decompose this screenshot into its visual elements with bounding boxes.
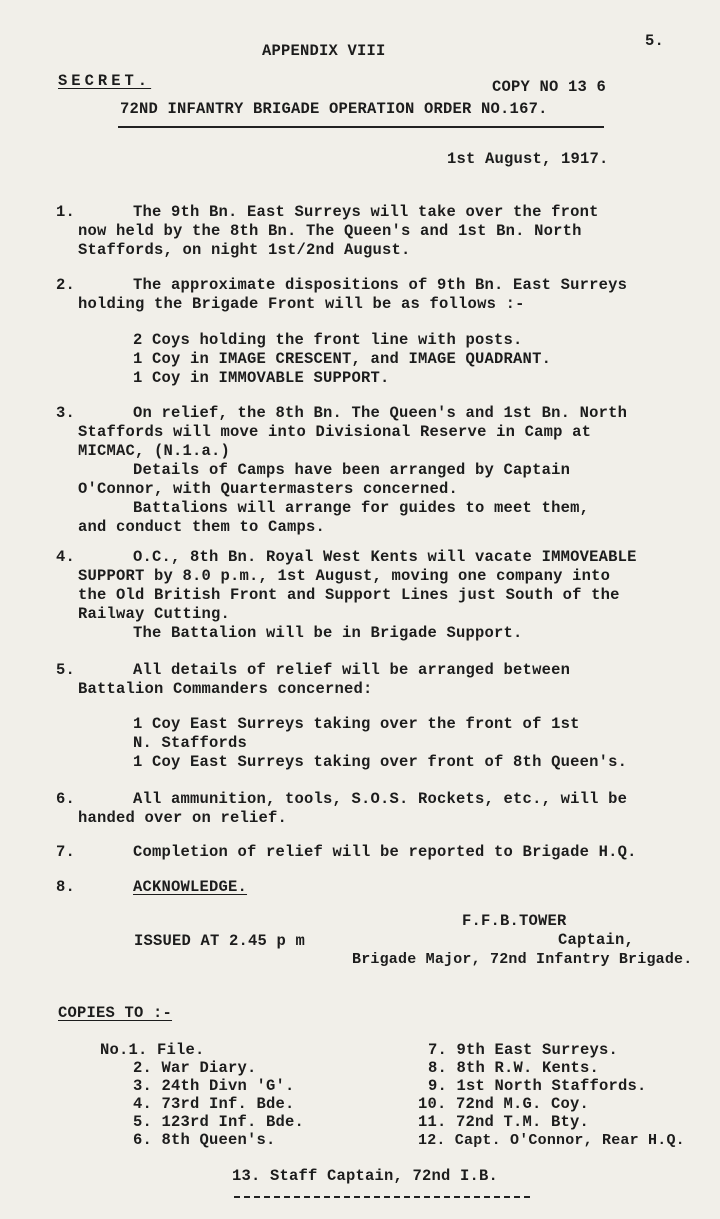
list-item: 12. Capt. O'Connor, Rear H.Q.	[418, 1132, 685, 1149]
paragraph-number: 4.	[56, 548, 76, 566]
paragraph-number: 5.	[56, 661, 76, 679]
secret-label: SECRET.	[58, 72, 152, 90]
list-item: 4. 73rd Inf. Bde.	[133, 1095, 295, 1113]
list-item: 1 Coy in IMMOVABLE SUPPORT.	[133, 369, 390, 387]
paragraph-number: 7.	[56, 843, 76, 861]
paragraph-number: 2.	[56, 276, 76, 294]
order-title: 72ND INFANTRY BRIGADE OPERATION ORDER NO.167.	[120, 100, 548, 118]
paragraph-line: the Old British Front and Support Lines just South of the	[78, 586, 620, 604]
paragraph-line: O.C., 8th Bn. Royal West Kents will vacate IMMOVEABLE	[133, 548, 637, 566]
paragraph-line: The 9th Bn. East Surreys will take over the front	[133, 203, 599, 221]
paragraph-line: MICMAC, (N.1.a.)	[78, 442, 231, 460]
list-item: No.1. File.	[100, 1041, 205, 1059]
page-number: 5.	[645, 32, 665, 50]
final-copy-line: 13. Staff Captain, 72nd I.B.	[232, 1167, 499, 1185]
paragraph-line: SUPPORT by 8.0 p.m., 1st August, moving one company into	[78, 567, 611, 585]
paragraph-line: Staffords will move into Divisional Reserve in Camp at	[78, 423, 592, 441]
paragraph-line: All ammunition, tools, S.O.S. Rockets, etc., will be	[133, 790, 628, 808]
list-item: 6. 8th Queen's.	[133, 1131, 276, 1149]
paragraph-line: now held by the 8th Bn. The Queen's and 1st Bn. North	[78, 222, 582, 240]
list-item: N. Staffords	[133, 734, 248, 752]
copy-number: COPY NO 13 6	[492, 78, 607, 96]
paragraph-line: Completion of relief will be reported to Brigade H.Q.	[133, 843, 637, 861]
paragraph-line: Battalion Commanders concerned:	[78, 680, 373, 698]
list-item: 1 Coy East Surreys taking over the front of 1st	[133, 715, 580, 733]
copies-heading: COPIES TO :-	[58, 1004, 173, 1022]
signatory-name: F.F.B.TOWER	[462, 912, 567, 930]
paragraph-number: 6.	[56, 790, 76, 808]
paragraph-line: On relief, the 8th Bn. The Queen's and 1st Bn. North	[133, 404, 628, 422]
appendix-title: APPENDIX VIII	[262, 42, 386, 60]
paragraph-line: Staffords, on night 1st/2nd August.	[78, 241, 411, 259]
paragraph-line: Details of Camps have been arranged by Captain	[133, 461, 571, 479]
list-item: 7. 9th East Surreys.	[428, 1041, 619, 1059]
order-date: 1st August, 1917.	[447, 150, 609, 168]
list-item: 1 Coy in IMAGE CRESCENT, and IMAGE QUADRANT.	[133, 350, 552, 368]
list-item: 2. War Diary.	[133, 1059, 257, 1077]
list-item: 8. 8th R.W. Kents.	[428, 1059, 600, 1077]
signatory-role: Brigade Major, 72nd Infantry Brigade.	[352, 951, 693, 968]
acknowledge-label: ACKNOWLEDGE.	[133, 878, 248, 896]
paragraph-line: All details of relief will be arranged between	[133, 661, 571, 679]
paragraph-line: The approximate dispositions of 9th Bn. East Surreys	[133, 276, 628, 294]
paragraph-line: The Battalion will be in Brigade Support.	[133, 624, 523, 642]
paragraph-line: Battalions will arrange for guides to meet them,	[133, 499, 590, 517]
paragraph-number: 1.	[56, 203, 76, 221]
issued-time: ISSUED AT 2.45 p m	[134, 932, 306, 950]
signatory-rank: Captain,	[558, 931, 635, 949]
closing-dash-rule	[234, 1196, 530, 1198]
paragraph-line: holding the Brigade Front will be as follows :-	[78, 295, 525, 313]
paragraph-line: Railway Cutting.	[78, 605, 231, 623]
paragraph-line: and conduct them to Camps.	[78, 518, 326, 536]
title-rule	[118, 126, 604, 128]
list-item: 2 Coys holding the front line with posts.	[133, 331, 523, 349]
list-item: 11. 72nd T.M. Bty.	[418, 1113, 590, 1131]
paragraph-number: 3.	[56, 404, 76, 422]
paragraph-number: 8.	[56, 878, 76, 896]
list-item: 5. 123rd Inf. Bde.	[133, 1113, 305, 1131]
list-item: 9. 1st North Staffords.	[428, 1077, 647, 1095]
list-item: 10. 72nd M.G. Coy.	[418, 1095, 590, 1113]
list-item: 3. 24th Divn 'G'.	[133, 1077, 295, 1095]
paragraph-line: handed over on relief.	[78, 809, 288, 827]
paragraph-line: O'Connor, with Quartermasters concerned.	[78, 480, 459, 498]
list-item: 1 Coy East Surreys taking over front of 8th Queen's.	[133, 753, 628, 771]
